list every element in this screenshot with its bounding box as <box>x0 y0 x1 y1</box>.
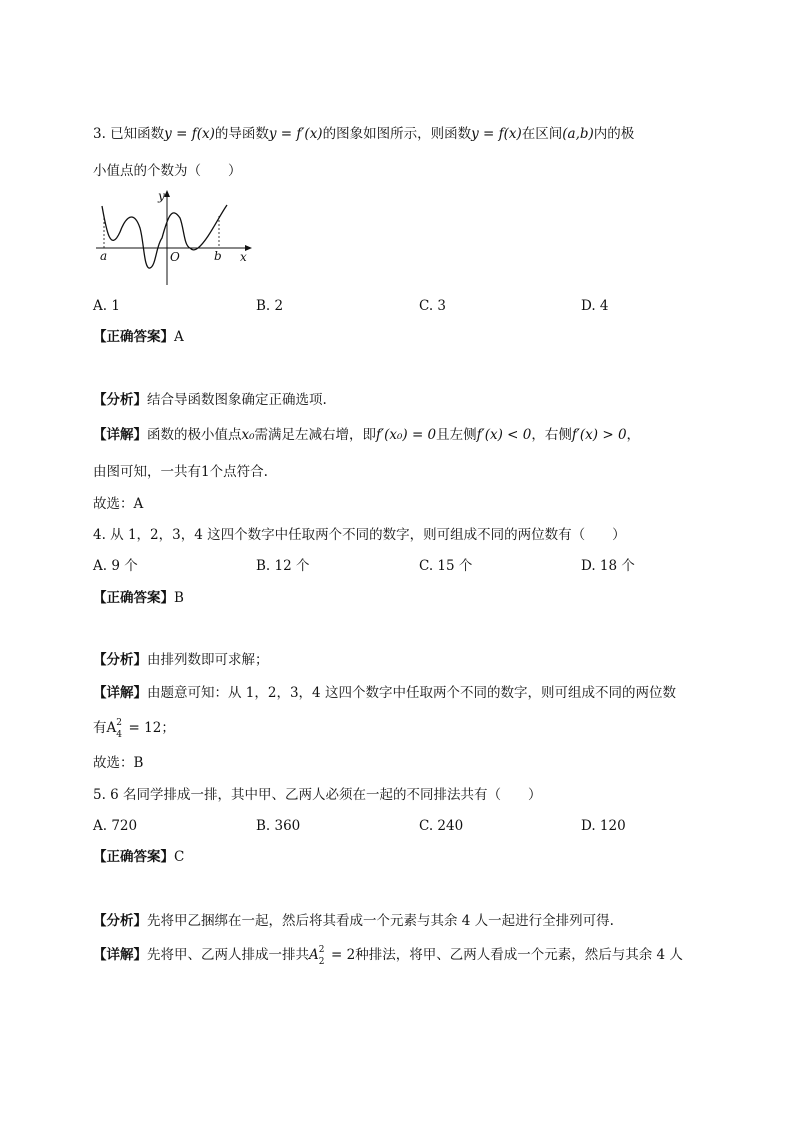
derivative-curve <box>102 205 227 268</box>
detail-eq1: f′(x₀) = 0 <box>376 427 437 443</box>
q4-analysis <box>93 651 269 669</box>
detail-eq2: f′(x) < 0 <box>476 427 532 443</box>
detail-text: 有 <box>93 720 107 736</box>
detail-label: 【详解】 <box>93 685 147 701</box>
q5-stem: 5. 6 名同学排成一排，其中甲、乙两人必须在一起的不同排法共有（ ） <box>93 787 542 803</box>
q3-stem-text: 3. 已知函数 <box>93 126 165 142</box>
q3-analysis <box>93 391 327 409</box>
q4-detail-line2 <box>93 718 175 740</box>
a-label: a <box>100 249 108 263</box>
permutation-symbol: A <box>309 947 319 963</box>
answer-label: 【正确答案】 <box>93 590 174 606</box>
answer-value: C <box>174 849 185 865</box>
detail-text: 先将甲、乙两人排成一排共 <box>147 947 309 963</box>
q4-option-b: B. 12 个 <box>256 558 310 574</box>
answer-label: 【正确答案】 <box>93 849 174 865</box>
analysis-label: 【分析】 <box>93 392 147 408</box>
answer-value: A <box>174 329 184 345</box>
detail-text: ，右侧 <box>531 427 572 443</box>
q3-choice: 故选：A <box>93 496 144 512</box>
q5-option-b: B. 360 <box>256 818 301 834</box>
detail-label: 【详解】 <box>93 947 147 963</box>
q5-answer <box>93 848 184 866</box>
detail-eq3: f′(x) > 0 <box>571 427 627 443</box>
q4-option-a: A. 9 个 <box>93 558 138 574</box>
q4-stem: 4. 从 1，2，3，4 这四个数字中任取两个不同的数字，则可组成不同的两位数有（ ） <box>93 527 626 543</box>
permutation-symbol: A <box>106 720 117 736</box>
q3-answer <box>93 328 184 346</box>
q3-stem-text: 的图象如图所示，则函数 <box>322 126 472 142</box>
q5-detail <box>93 945 683 967</box>
q5-option-c: C. 240 <box>419 818 464 834</box>
q4-choice: 故选：B <box>93 755 144 771</box>
origin-label: O <box>170 250 180 264</box>
answer-value: B <box>174 590 184 606</box>
detail-text: = 12； <box>124 720 175 736</box>
q3-option-b: B. 2 <box>256 298 284 314</box>
q3-stem-text: 内的极 <box>593 126 635 142</box>
detail-x0: x₀ <box>241 427 255 443</box>
q3-detail-line2: 由图可知，一共有1个点符合. <box>93 464 268 480</box>
q3-stem-line1 <box>93 125 634 143</box>
q3-option-a: A. 1 <box>93 298 120 314</box>
derivative-graph <box>92 188 262 290</box>
permutation-sup: 2 <box>116 718 122 728</box>
detail-text: 需满足左减右增，即 <box>254 427 377 443</box>
detail-text: 函数的极小值点 <box>147 427 242 443</box>
analysis-label: 【分析】 <box>93 652 147 668</box>
analysis-text: 结合导函数图象确定正确选项. <box>147 392 327 408</box>
q4-option-c: C. 15 个 <box>419 558 473 574</box>
detail-text: 且左侧 <box>436 427 477 443</box>
q4-detail-line1 <box>93 684 676 702</box>
detail-label: 【详解】 <box>93 427 147 443</box>
q3-formula-f2: y = f(x) <box>471 126 522 142</box>
permutation-sup: 2 <box>318 945 325 955</box>
q3-option-c: C. 3 <box>419 298 447 314</box>
q3-stem-line2: 小值点的个数为（ ） <box>93 163 242 179</box>
analysis-label: 【分析】 <box>93 913 147 929</box>
y-axis-label: y <box>158 189 165 203</box>
q4-option-d: D. 18 个 <box>581 558 635 574</box>
x-axis-label: x <box>240 250 247 264</box>
q3-stem-text: 在区间 <box>521 126 563 142</box>
q5-analysis <box>93 912 614 930</box>
q3-interval: (a,b) <box>562 126 594 142</box>
detail-text: ， <box>626 427 641 443</box>
y-axis-arrow <box>164 190 170 197</box>
answer-label: 【正确答案】 <box>93 329 174 345</box>
permutation-sub: 2 <box>318 957 325 967</box>
q3-formula-df: y = f′(x) <box>268 126 323 142</box>
q4-answer <box>93 589 184 607</box>
q5-option-d: D. 120 <box>581 818 626 834</box>
q3-detail-line1 <box>93 426 640 444</box>
q3-stem-text: 的导函数 <box>214 126 269 142</box>
analysis-text: 由排列数即可求解； <box>147 652 269 668</box>
analysis-text: 先将甲乙捆绑在一起，然后将其看成一个元素与其余 4 人一起进行全排列可得. <box>147 913 614 929</box>
detail-eq: = 2 <box>326 947 356 963</box>
b-label: b <box>214 249 222 263</box>
detail-text: 种排法，将甲、乙两人看成一个元素，然后与其余 4 人 <box>355 947 683 963</box>
q3-formula-f: y = f(x) <box>164 126 215 142</box>
detail-text: 由题意可知：从 1，2，3，4 这四个数字中任取两个不同的数字，则可组成不同的两位数 <box>147 685 676 701</box>
permutation-sub: 4 <box>116 730 122 740</box>
q3-option-d: D. 4 <box>581 298 609 314</box>
q5-option-a: A. 720 <box>93 818 138 834</box>
